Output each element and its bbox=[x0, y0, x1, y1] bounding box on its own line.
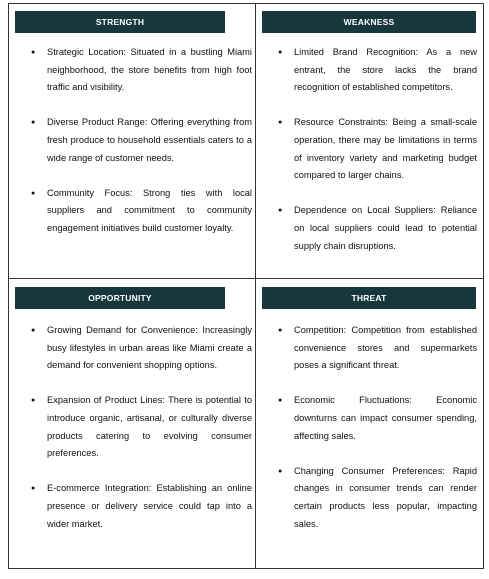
item-text: E-commerce Integration: Establishing an online presence or delivery service could tap into a wider market. bbox=[47, 483, 252, 529]
swot-grid bbox=[8, 3, 484, 569]
weakness-quadrant bbox=[256, 4, 484, 278]
item-text: Expansion of Product Lines: There is potential to introduce organic, artisanal, or culturally diverse products catering to evolving consumer preferences. bbox=[47, 395, 252, 459]
opportunity-list bbox=[31, 322, 252, 551]
list-item bbox=[278, 44, 477, 97]
list-item bbox=[278, 322, 477, 375]
list-item bbox=[31, 44, 252, 97]
bullet-icon: ● bbox=[31, 327, 36, 334]
list-item bbox=[31, 185, 252, 238]
threat-quadrant bbox=[256, 279, 484, 569]
strength-quadrant bbox=[9, 4, 255, 278]
opportunity-header: OPPORTUNITY bbox=[15, 287, 225, 309]
bullet-icon: ● bbox=[31, 397, 36, 405]
list-item bbox=[31, 114, 252, 167]
weakness-list bbox=[278, 44, 477, 273]
strength-list bbox=[31, 44, 252, 255]
item-text: Limited Brand Recognition: As a new entrant, the store lacks the brand recognition of established competitors. bbox=[294, 47, 477, 93]
list-item bbox=[31, 392, 252, 462]
item-text: Strategic Location: Situated in a bustling Miami neighborhood, the store benefits from high foot traffic and visibility. bbox=[47, 47, 252, 93]
threat-header: THREAT bbox=[262, 287, 476, 309]
item-text: Resource Constraints: Being a small-scale operation, there may be limitations in terms of inventory variety and marketing budget compared to larger chains. bbox=[294, 117, 477, 181]
strength-header: STRENGTH bbox=[15, 11, 225, 33]
opportunity-quadrant bbox=[9, 279, 255, 569]
threat-list bbox=[278, 322, 477, 551]
bullet-icon: ● bbox=[278, 49, 283, 56]
item-text: Dependence on Local Suppliers: Reliance on local suppliers could lead to potential supply chain disruptions. bbox=[294, 205, 477, 251]
bullet-icon: ● bbox=[31, 49, 36, 56]
bullet-icon: ● bbox=[31, 189, 36, 197]
item-text: Diverse Product Range: Offering everything from fresh produce to household essentials caters to a wide range of customer needs. bbox=[47, 117, 252, 163]
item-text: Changing Consumer Preferences: Rapid changes in consumer trends can render certain products less popular, impacting sales. bbox=[294, 465, 477, 529]
bullet-icon: ● bbox=[278, 327, 283, 334]
list-item bbox=[278, 463, 477, 533]
bullet-icon: ● bbox=[278, 467, 283, 475]
list-item bbox=[278, 392, 477, 445]
bullet-icon: ● bbox=[31, 485, 36, 493]
bullet-icon: ● bbox=[278, 207, 283, 215]
list-item bbox=[31, 322, 252, 375]
bullet-icon: ● bbox=[31, 119, 36, 127]
bullet-icon: ● bbox=[278, 119, 283, 127]
item-text: Economic Fluctuations: Economic downturns can impact consumer spending, affecting sales. bbox=[294, 395, 477, 441]
bullet-icon: ● bbox=[278, 397, 283, 405]
item-text: Community Focus: Strong ties with local suppliers and commitment to community engagement initiatives build customer loyalty. bbox=[47, 187, 252, 233]
item-text: Competition: Competition from established convenience stores and supermarkets poses a significant threat. bbox=[294, 325, 477, 371]
list-item bbox=[278, 114, 477, 184]
weakness-header: WEAKNESS bbox=[262, 11, 476, 33]
item-text: Growing Demand for Convenience: Increasingly busy lifestyles in urban areas like Miami create a demand for convenient shopping options. bbox=[47, 325, 252, 371]
list-item bbox=[31, 480, 252, 533]
list-item bbox=[278, 202, 477, 255]
